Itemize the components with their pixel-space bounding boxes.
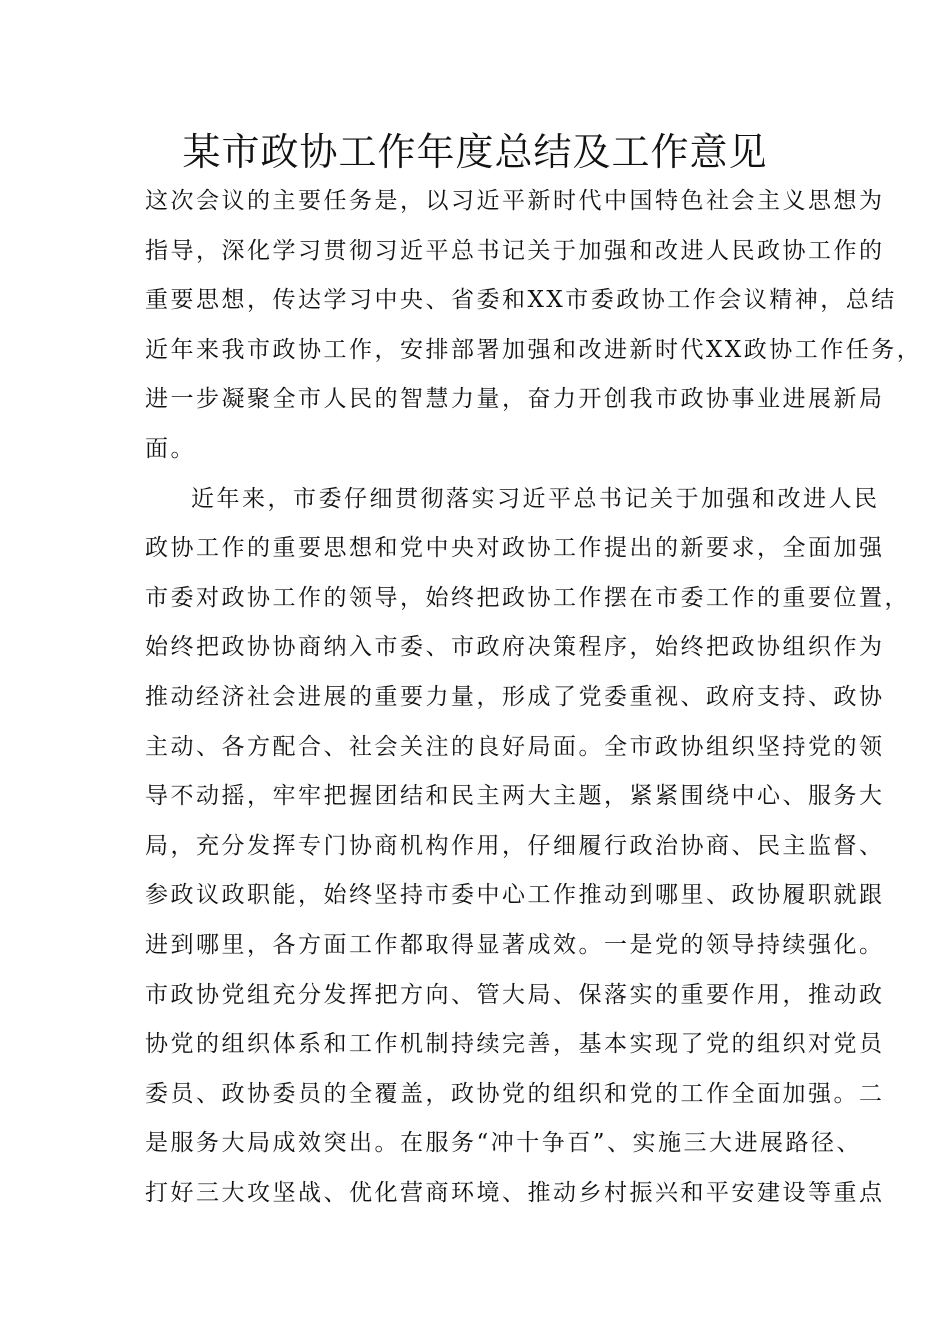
paragraph-line: 面。 <box>145 435 196 462</box>
paragraph-line: 进到哪里，各方面工作都取得显著成效。一是党的领导持续强化。 <box>145 931 885 958</box>
paragraph-line: 主动、各方配合、社会关注的良好局面。全市政协组织坚持党的领 <box>145 733 885 760</box>
paragraph-line: 政协工作的重要思想和党中央对政协工作提出的新要求，全面加强 <box>145 535 885 562</box>
paragraph-line: 进一步凝聚全市人民的智慧力量，奋力开创我市政协事业进展新局 <box>145 386 885 413</box>
paragraph-line: 始终把政协协商纳入市委、市政府决策程序，始终把政协组织作为 <box>145 634 885 661</box>
document-body <box>145 177 923 1218</box>
paragraph-line: 近年来，市委仔细贯彻落实习近平总书记关于加强和改进人民 <box>191 485 880 512</box>
paragraph-line: 推动经济社会进展的重要力量，形成了党委重视、政府支持、政协 <box>145 683 885 710</box>
paragraph-line: 市政协党组充分发挥把方向、管大局、保落实的重要作用，推动政 <box>145 981 885 1008</box>
paragraph-line: 这次会议的主要任务是，以习近平新时代中国特色社会主义思想为 <box>145 188 885 214</box>
paragraph-line: 重要思想，传达学习中央、省委和XX市委政协工作会议精神，总结 <box>145 287 897 314</box>
paragraph-line: 导不动摇，牢牢把握团结和民主两大主题，紧紧围绕中心、服务大 <box>145 783 885 810</box>
paragraph-line: 参政议政职能，始终坚持市委中心工作推动到哪里、政协履职就跟 <box>145 882 885 909</box>
paragraph-line: 指导，深化学习贯彻习近平总书记关于加强和改进人民政协工作的 <box>145 237 885 264</box>
paragraph-line: 委员、政协委员的全覆盖，政协党的组织和党的工作全面加强。二 <box>145 1080 885 1107</box>
paragraph-line: 是服务大局成效突出。在服务“冲十争百”、实施三大进展路径、 <box>145 1130 863 1157</box>
paragraph-1 <box>145 177 923 475</box>
paragraph-line: 局，充分发挥专门协商机构作用，仔细履行政治协商、民主监督、 <box>145 832 885 859</box>
paragraph-line: 市委对政协工作的领导，始终把政协工作摆在市委工作的重要位置， <box>145 584 910 611</box>
paragraph-line: 协党的组织体系和工作机制持续完善，基本实现了党的组织对党员 <box>145 1031 885 1058</box>
paragraph-line: 打好三大攻坚战、优化营商环境、推动乡村振兴和平安建设等重点 <box>145 1179 885 1206</box>
paragraph-line: 近年来我市政协工作，安排部署加强和改进新时代XX政协工作任务， <box>145 336 923 363</box>
paragraph-2 <box>145 475 910 1219</box>
document-title: 某市政协工作年度总结及工作意见 <box>182 130 768 174</box>
